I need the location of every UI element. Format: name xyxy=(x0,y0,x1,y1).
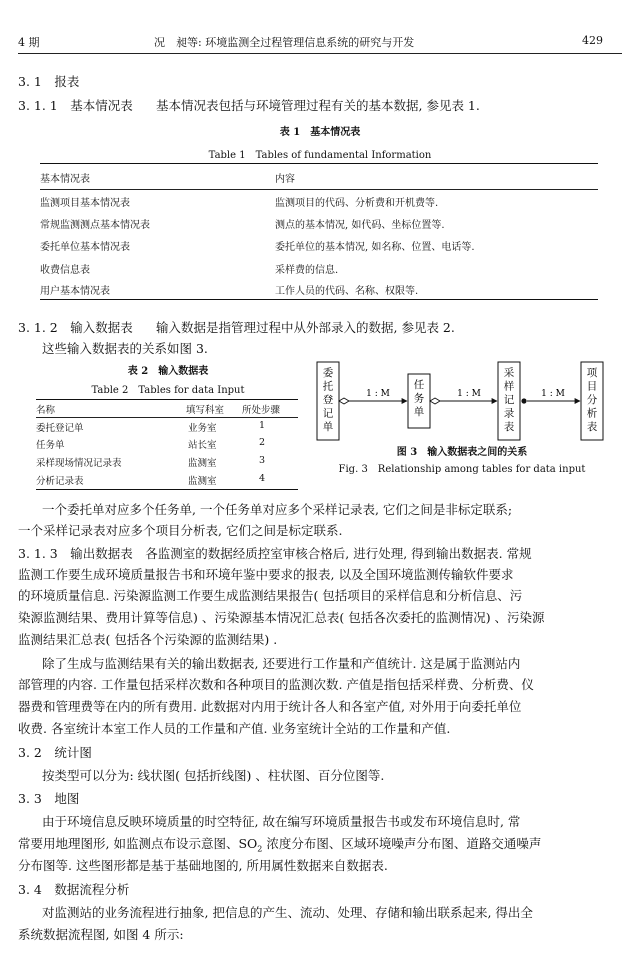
section-3-1-3-line: 的环境质量信息. 污染源监测工作要生成监测结果报告( 包括项目的采样信息和分析信息、污 xyxy=(18,588,523,603)
fig3-box-1-label xyxy=(323,367,334,433)
section-3-1-3-p2-line: 除了生成与监测结果有关的输出数据表, 还要进行工作量和产值统计. 这是属于监测站内 xyxy=(42,656,521,671)
table2 xyxy=(36,0,298,500)
section-3-3-line-2a: 常要用地理图形, 如监测点布设示意图、SO xyxy=(18,836,258,851)
fig3-diagram xyxy=(312,356,612,444)
section-3-1-3-line: 监测工作要生成环境质量报告书和环境年鉴中要求的报表, 以及全国环境监测传输软件要求 xyxy=(18,567,514,582)
fig3-box-char: 任 xyxy=(413,379,425,391)
section-3-4-heading: 3. 4 数据流程分析 xyxy=(18,882,130,897)
table1-cell: 收费信息表 xyxy=(40,265,90,276)
fig3-diamond-2 xyxy=(430,398,440,404)
table2-caption-en: Table 2 Tables for data Input xyxy=(91,385,245,396)
fig3-dot-3 xyxy=(521,398,526,403)
section-3-1-3-line: 监测结果汇总表( 包括各个污染源的监测结果) . xyxy=(18,632,278,647)
section-3-1-2-heading: 3. 1. 2 输入数据表 xyxy=(18,320,133,335)
table2-cell: 业务室 xyxy=(188,423,217,434)
fig3-box-char: 目 xyxy=(586,380,598,393)
fig3-box-char: 表 xyxy=(586,421,598,433)
section-3-4-line-2: 系统数据流程图, 如图 4 所示: xyxy=(18,927,184,942)
fig3-box-char: 记 xyxy=(503,394,515,406)
table1-col-content: 内容 xyxy=(275,174,295,185)
section-3-1-3-line: 染源监测结果、费用计算等信息) 、污染源基本情况汇总表( 包括各次委托的监测情况) 、污染源 xyxy=(18,610,545,625)
table2-col-dept: 填写科室 xyxy=(186,405,225,416)
fig3-box-2-label xyxy=(414,378,425,418)
relation-line-1: 一个委托单对应多个任务单, 一个任务单对应多个采样记录表, 它们之间是非标定联系; xyxy=(42,502,513,517)
fig3-box-char: 托 xyxy=(322,380,334,393)
section-3-4-line-1: 对监测站的业务流程进行抽象, 把信息的产生、流动、处理、存储和输出联系起来, 得出全 xyxy=(42,905,533,920)
table1-cell: 用户基本情况表 xyxy=(40,286,110,297)
relation-line-2: 一个采样记录表对应多个项目分析表, 它们之间是标定联系. xyxy=(18,523,343,538)
running-title: 况 昶等: 环境监测全过程管理信息系统的研究与开发 xyxy=(154,36,415,49)
issue-number: 4 期 xyxy=(18,36,40,49)
table2-cell: 站长室 xyxy=(188,440,217,451)
table1-cell: 工作人员的代码、名称、权限等. xyxy=(275,286,419,297)
section-3-3-line-3: 分布图等. 这些图形都是基于基础地图的, 所用属性数据来自数据表. xyxy=(18,858,388,873)
fig3-box-3-label xyxy=(504,366,515,433)
fig3-caption-cn: 图 3 输入数据表之间的关系 xyxy=(396,447,528,458)
fig3-box-char: 记 xyxy=(322,407,334,420)
table1-cell: 常规监测测点基本情况表 xyxy=(40,220,150,231)
table2-cell: 监测室 xyxy=(188,458,217,469)
section-3-1-heading: 3. 1 报表 xyxy=(18,74,80,89)
table2-cell: 分析记录表 xyxy=(36,476,84,487)
fig3-box-char: 委 xyxy=(322,367,334,379)
table2-cell: 监测室 xyxy=(188,476,217,487)
section-3-3-line-2 xyxy=(18,834,541,854)
table2-head-rule xyxy=(36,417,298,418)
table2-cell: 3 xyxy=(259,455,266,466)
section-3-1-3-p2-line: 部管理的内容. 工作量包括采样次数和各种项目的监测次数. 产值是指包括采样费、分析费、仪 xyxy=(18,677,534,692)
fig3-box-char: 务 xyxy=(413,392,425,405)
section-3-3-line-1: 由于环境信息反映环境质量的时空特征, 故在编写环境质量报告书或发布环境信息时, 常 xyxy=(42,814,521,829)
fig3-box-char: 项 xyxy=(586,367,598,379)
fig3-box-char: 表 xyxy=(503,421,515,433)
fig3-box-char: 单 xyxy=(413,406,425,418)
section-3-3-line-2b: 浓度分布图、区域环境噪声分布图、道路交通噪声 xyxy=(262,836,542,851)
fig3-box-char: 分 xyxy=(586,394,598,406)
table2-cell: 委托登记单 xyxy=(36,423,84,434)
fig3-box-char: 登 xyxy=(322,394,334,406)
table1-col-name: 基本情况表 xyxy=(40,174,90,185)
section-3-1-1-heading: 3. 1. 1 基本情况表 xyxy=(18,98,133,113)
fig3-box-char: 样 xyxy=(503,380,515,393)
fig3-box-char: 录 xyxy=(503,407,515,420)
table2-cell: 1 xyxy=(259,420,266,431)
fig3-box-char: 单 xyxy=(322,421,334,433)
table2-col-step: 所处步骤 xyxy=(242,405,281,416)
table1-cell: 测点的基本情况, 如代码、坐标位置等. xyxy=(275,220,445,231)
so2-subscript: 2 xyxy=(257,844,263,854)
section-3-2-heading: 3. 2 统计图 xyxy=(18,745,92,760)
fig3-box-4-label xyxy=(587,367,598,433)
fig3-box-char: 采 xyxy=(503,367,515,379)
table2-bottom-rule xyxy=(36,489,298,490)
fig3-diamond-1 xyxy=(339,398,349,404)
table2-caption-cn: 表 2 输入数据表 xyxy=(127,366,209,377)
table1-cell: 委托单位的基本情况, 如名称、位置、电话等. xyxy=(275,242,475,253)
table1-cell: 监测项目的代码、分析费和开机费等. xyxy=(275,198,439,209)
table2-cell: 4 xyxy=(259,473,266,484)
fig3-relation-3: 1 : M xyxy=(541,389,565,399)
table1-cell: 委托单位基本情况表 xyxy=(40,242,130,253)
section-3-1-2-line2: 这些输入数据表的关系如图 3. xyxy=(42,341,208,356)
section-3-1-1-text: 基本情况表包括与环境管理过程有关的基本数据, 参见表 1. xyxy=(156,98,480,113)
table2-cell: 采样现场情况记录表 xyxy=(36,458,122,469)
table1-caption-en: Table 1 Tables of fundamental Information xyxy=(208,150,432,161)
table1-caption-cn: 表 1 基本情况表 xyxy=(279,127,361,138)
table2-col-name: 名称 xyxy=(36,405,56,416)
table2-top-rule xyxy=(36,399,298,400)
fig3-relation-1: 1 : M xyxy=(366,389,390,399)
section-3-3-heading: 3. 3 地图 xyxy=(18,791,80,806)
table1-cell: 监测项目基本情况表 xyxy=(40,198,130,209)
table1-cell: 采样费的信息. xyxy=(275,265,339,276)
section-3-1-3-p2-line: 收费. 各室统计本室工作人员的工作量和产值. 业务室统计全站的工作量和产值. xyxy=(18,721,451,736)
section-3-2-text: 按类型可以分为: 线状图( 包括折线图) 、柱状图、百分位图等. xyxy=(42,768,385,783)
table2-cell: 任务单 xyxy=(36,440,65,451)
table2-cell: 2 xyxy=(259,437,266,448)
fig3-box-char: 析 xyxy=(586,407,598,420)
section-3-1-2-text: 输入数据是指管理过程中从外部录入的数据, 参见表 2. xyxy=(156,320,455,335)
fig3-caption-en: Fig. 3 Relationship among tables for data input xyxy=(338,464,586,475)
fig3-relation-2: 1 : M xyxy=(457,389,481,399)
section-3-1-3-p2-line: 器费和管理费等在内的所有费用. 此数据对内用于统计各人和各室产值, 对外用于向委托单位 xyxy=(18,699,522,714)
section-3-1-3-line: 3. 1. 3 输出数据表 各监测室的数据经质控室审核合格后, 进行处理, 得到输出数据表. 常规 xyxy=(18,546,532,561)
page-number: 429 xyxy=(582,34,603,47)
